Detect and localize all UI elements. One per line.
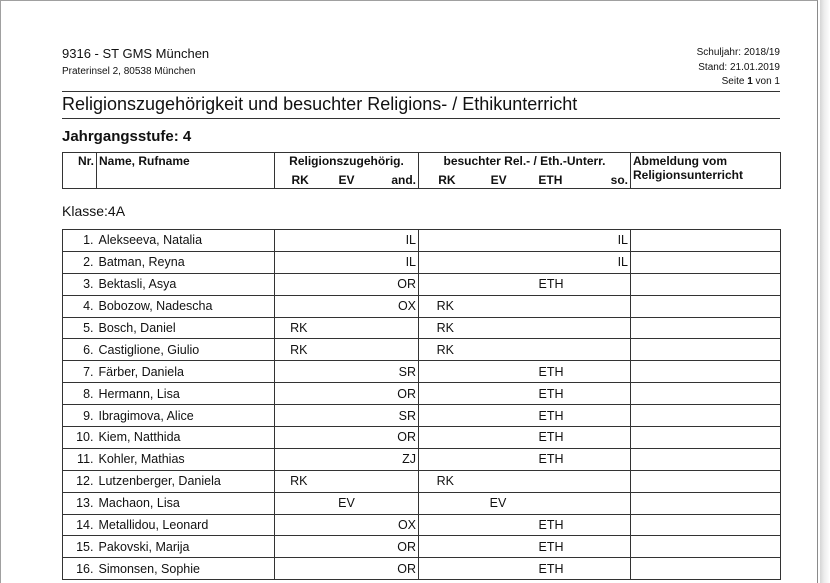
cell-nr: 1.: [63, 230, 97, 252]
cell-rel-and: OR: [371, 536, 419, 558]
column-header-row: [63, 153, 781, 189]
document-meta: [600, 46, 780, 90]
cell-att-eth: [525, 230, 578, 252]
cell-abm: [631, 492, 781, 514]
header-attended-sub: [421, 173, 628, 187]
cell-name: Bektasli, Asya: [97, 273, 275, 295]
cell-rel-rk: RK: [275, 339, 323, 361]
cell-name: Färber, Daniela: [97, 361, 275, 383]
class-heading: Klasse:4A: [62, 203, 126, 219]
cell-att-eth: [525, 339, 578, 361]
cell-rel-rk: [275, 251, 323, 273]
cell-att-ev: [472, 470, 525, 492]
cell-abm: [631, 448, 781, 470]
table-row: [63, 427, 781, 449]
cell-rel-ev: EV: [323, 492, 371, 514]
cell-att-eth: [525, 470, 578, 492]
header-att-so: so.: [610, 173, 628, 187]
cell-rel-and: OR: [371, 273, 419, 295]
cell-name: Metallidou, Leonard: [97, 514, 275, 536]
student-rows: [63, 230, 781, 580]
cell-rel-and: IL: [371, 251, 419, 273]
table-row: [63, 405, 781, 427]
cell-rel-rk: [275, 295, 323, 317]
cell-att-ev: [472, 514, 525, 536]
cell-abm: [631, 295, 781, 317]
cell-att-so: IL: [578, 230, 631, 252]
cell-abm: [631, 317, 781, 339]
cell-rel-and: OX: [371, 514, 419, 536]
cell-nr: 3.: [63, 273, 97, 295]
table-row: [63, 251, 781, 273]
cell-name: Kiem, Natthida: [97, 427, 275, 449]
header-rel-rk: RK: [291, 173, 309, 187]
cell-nr: 4.: [63, 295, 97, 317]
cell-rel-ev: [323, 339, 371, 361]
cell-rel-ev: [323, 536, 371, 558]
cell-name: Simonsen, Sophie: [97, 558, 275, 580]
schuljahr: Schuljahr: 2018/19: [696, 47, 780, 58]
cell-name: Hermann, Lisa: [97, 383, 275, 405]
cell-att-eth: [525, 492, 578, 514]
table-row: [63, 273, 781, 295]
cell-nr: 12.: [63, 470, 97, 492]
page-info: [600, 75, 780, 90]
cell-rel-and: SR: [371, 361, 419, 383]
cell-name: Batman, Reyna: [97, 251, 275, 273]
cell-att-so: IL: [578, 251, 631, 273]
cell-rel-rk: [275, 558, 323, 580]
cell-att-so: [578, 514, 631, 536]
cell-nr: 10.: [63, 427, 97, 449]
school-name: 9316 - ST GMS München: [62, 46, 210, 61]
header-religion: [275, 153, 419, 189]
cell-att-so: [578, 470, 631, 492]
cell-rel-ev: [323, 405, 371, 427]
cell-att-ev: [472, 251, 525, 273]
cell-rel-ev: [323, 383, 371, 405]
cell-abm: [631, 230, 781, 252]
cell-rel-and: ZJ: [371, 448, 419, 470]
cell-name: Lutzenberger, Daniela: [97, 470, 275, 492]
stand-date: Stand: 21.01.2019: [698, 61, 780, 73]
cell-nr: 11.: [63, 448, 97, 470]
table-row: [63, 383, 781, 405]
table-row: [63, 558, 781, 580]
school-address: Praterinsel 2, 80538 München: [62, 66, 196, 77]
header-rel-and: and.: [391, 173, 416, 187]
cell-att-rk: RK: [419, 317, 472, 339]
cell-att-eth: ETH: [525, 514, 578, 536]
cell-rel-ev: [323, 295, 371, 317]
cell-att-so: [578, 448, 631, 470]
cell-rel-rk: [275, 448, 323, 470]
cell-rel-rk: [275, 492, 323, 514]
table-row: [63, 514, 781, 536]
table-row: [63, 448, 781, 470]
cell-rel-ev: [323, 273, 371, 295]
table-row: [63, 470, 781, 492]
cell-name: Pakovski, Marija: [97, 536, 275, 558]
header-nr: Nr.: [63, 153, 97, 189]
cell-rel-ev: [323, 251, 371, 273]
cell-att-so: [578, 317, 631, 339]
cell-att-so: [578, 361, 631, 383]
cell-abm: [631, 427, 781, 449]
title-divider: [62, 118, 780, 119]
cell-rel-and: OR: [371, 383, 419, 405]
cell-att-ev: [472, 405, 525, 427]
header-att-eth: ETH: [538, 173, 563, 187]
cell-rel-and: SR: [371, 405, 419, 427]
cell-att-eth: ETH: [525, 448, 578, 470]
cell-att-eth: ETH: [525, 405, 578, 427]
table-row: [63, 361, 781, 383]
cell-rel-rk: [275, 405, 323, 427]
page-shadow: [820, 0, 830, 583]
student-table: [62, 229, 781, 580]
header-att-rk: RK: [438, 173, 456, 187]
cell-att-ev: [472, 448, 525, 470]
cell-att-rk: RK: [419, 470, 472, 492]
cell-nr: 6.: [63, 339, 97, 361]
cell-att-ev: [472, 295, 525, 317]
cell-att-rk: [419, 383, 472, 405]
cell-nr: 7.: [63, 361, 97, 383]
table-row: [63, 295, 781, 317]
cell-nr: 15.: [63, 536, 97, 558]
cell-att-ev: [472, 558, 525, 580]
cell-att-rk: [419, 273, 472, 295]
cell-att-ev: [472, 339, 525, 361]
cell-att-rk: [419, 448, 472, 470]
header-abmeldung: Abmeldung vom Religionsunterricht: [631, 153, 781, 189]
header-name: Name, Rufname: [97, 153, 275, 189]
cell-name: Bosch, Daniel: [97, 317, 275, 339]
table-row: [63, 492, 781, 514]
cell-att-so: [578, 339, 631, 361]
cell-att-ev: [472, 317, 525, 339]
cell-rel-ev: [323, 427, 371, 449]
cell-rel-rk: [275, 361, 323, 383]
cell-att-eth: ETH: [525, 383, 578, 405]
cell-abm: [631, 405, 781, 427]
cell-att-ev: [472, 273, 525, 295]
cell-rel-rk: [275, 536, 323, 558]
cell-abm: [631, 339, 781, 361]
cell-att-rk: [419, 558, 472, 580]
table-row: [63, 230, 781, 252]
header-attended-title: besuchter Rel.- / Eth.-Unterr.: [443, 154, 606, 168]
cell-att-ev: EV: [472, 492, 525, 514]
cell-abm: [631, 251, 781, 273]
cell-nr: 9.: [63, 405, 97, 427]
cell-rel-and: [371, 492, 419, 514]
cell-rel-rk: RK: [275, 470, 323, 492]
cell-rel-and: [371, 470, 419, 492]
cell-rel-ev: [323, 361, 371, 383]
cell-att-rk: RK: [419, 295, 472, 317]
cell-att-eth: ETH: [525, 361, 578, 383]
table-row: [63, 339, 781, 361]
cell-abm: [631, 536, 781, 558]
cell-att-so: [578, 427, 631, 449]
page-title: Religionszugehörigkeit und besuchter Religions- / Ethikunterricht: [62, 94, 578, 114]
cell-nr: 5.: [63, 317, 97, 339]
cell-att-so: [578, 273, 631, 295]
cell-rel-and: [371, 339, 419, 361]
cell-att-eth: [525, 317, 578, 339]
cell-abm: [631, 514, 781, 536]
cell-rel-rk: [275, 273, 323, 295]
cell-rel-and: IL: [371, 230, 419, 252]
cell-att-eth: ETH: [525, 536, 578, 558]
cell-att-rk: [419, 230, 472, 252]
cell-rel-rk: [275, 514, 323, 536]
cell-rel-and: [371, 317, 419, 339]
cell-rel-ev: [323, 230, 371, 252]
cell-abm: [631, 470, 781, 492]
cell-nr: 8.: [63, 383, 97, 405]
cell-att-rk: [419, 514, 472, 536]
cell-att-ev: [472, 536, 525, 558]
von-label: von 1: [755, 76, 780, 87]
cell-att-eth: ETH: [525, 558, 578, 580]
cell-name: Ibragimova, Alice: [97, 405, 275, 427]
cell-abm: [631, 558, 781, 580]
table-row: [63, 317, 781, 339]
top-divider: [62, 91, 780, 92]
cell-att-so: [578, 295, 631, 317]
cell-att-rk: [419, 405, 472, 427]
cell-abm: [631, 383, 781, 405]
cell-att-so: [578, 558, 631, 580]
cell-rel-rk: [275, 427, 323, 449]
header-religion-sub: [277, 173, 416, 187]
cell-rel-and: OX: [371, 295, 419, 317]
column-header-table: [62, 152, 781, 189]
cell-rel-ev: [323, 317, 371, 339]
cell-rel-rk: RK: [275, 317, 323, 339]
header-religion-title: Religionszugehörig.: [289, 154, 404, 168]
seite-number: 1: [747, 76, 753, 87]
header-att-ev: EV: [490, 173, 507, 187]
cell-rel-and: OR: [371, 427, 419, 449]
cell-name: Castiglione, Giulio: [97, 339, 275, 361]
cell-att-rk: [419, 536, 472, 558]
cell-rel-ev: [323, 470, 371, 492]
cell-abm: [631, 361, 781, 383]
cell-nr: 14.: [63, 514, 97, 536]
cell-att-rk: [419, 361, 472, 383]
cell-nr: 16.: [63, 558, 97, 580]
cell-att-ev: [472, 230, 525, 252]
cell-rel-ev: [323, 514, 371, 536]
cell-rel-rk: [275, 383, 323, 405]
cell-rel-ev: [323, 558, 371, 580]
cell-rel-and: OR: [371, 558, 419, 580]
cell-name: Machaon, Lisa: [97, 492, 275, 514]
header-attended: [419, 153, 631, 189]
cell-name: Bobozow, Nadescha: [97, 295, 275, 317]
cell-att-ev: [472, 383, 525, 405]
grade-heading: Jahrgangsstufe: 4: [62, 128, 192, 145]
table-row: [63, 536, 781, 558]
cell-att-rk: RK: [419, 339, 472, 361]
cell-name: Kohler, Mathias: [97, 448, 275, 470]
cell-att-so: [578, 536, 631, 558]
cell-nr: 2.: [63, 251, 97, 273]
cell-att-so: [578, 492, 631, 514]
cell-att-so: [578, 405, 631, 427]
seite-label: Seite: [721, 76, 745, 87]
cell-nr: 13.: [63, 492, 97, 514]
cell-att-eth: [525, 295, 578, 317]
cell-rel-rk: [275, 230, 323, 252]
cell-att-ev: [472, 361, 525, 383]
cell-att-rk: [419, 427, 472, 449]
cell-att-eth: ETH: [525, 427, 578, 449]
cell-att-rk: [419, 251, 472, 273]
header-rel-ev: EV: [338, 173, 355, 187]
cell-att-so: [578, 383, 631, 405]
cell-att-ev: [472, 427, 525, 449]
cell-att-eth: [525, 251, 578, 273]
cell-name: Alekseeva, Natalia: [97, 230, 275, 252]
cell-rel-ev: [323, 448, 371, 470]
cell-abm: [631, 273, 781, 295]
cell-att-rk: [419, 492, 472, 514]
cell-att-eth: ETH: [525, 273, 578, 295]
